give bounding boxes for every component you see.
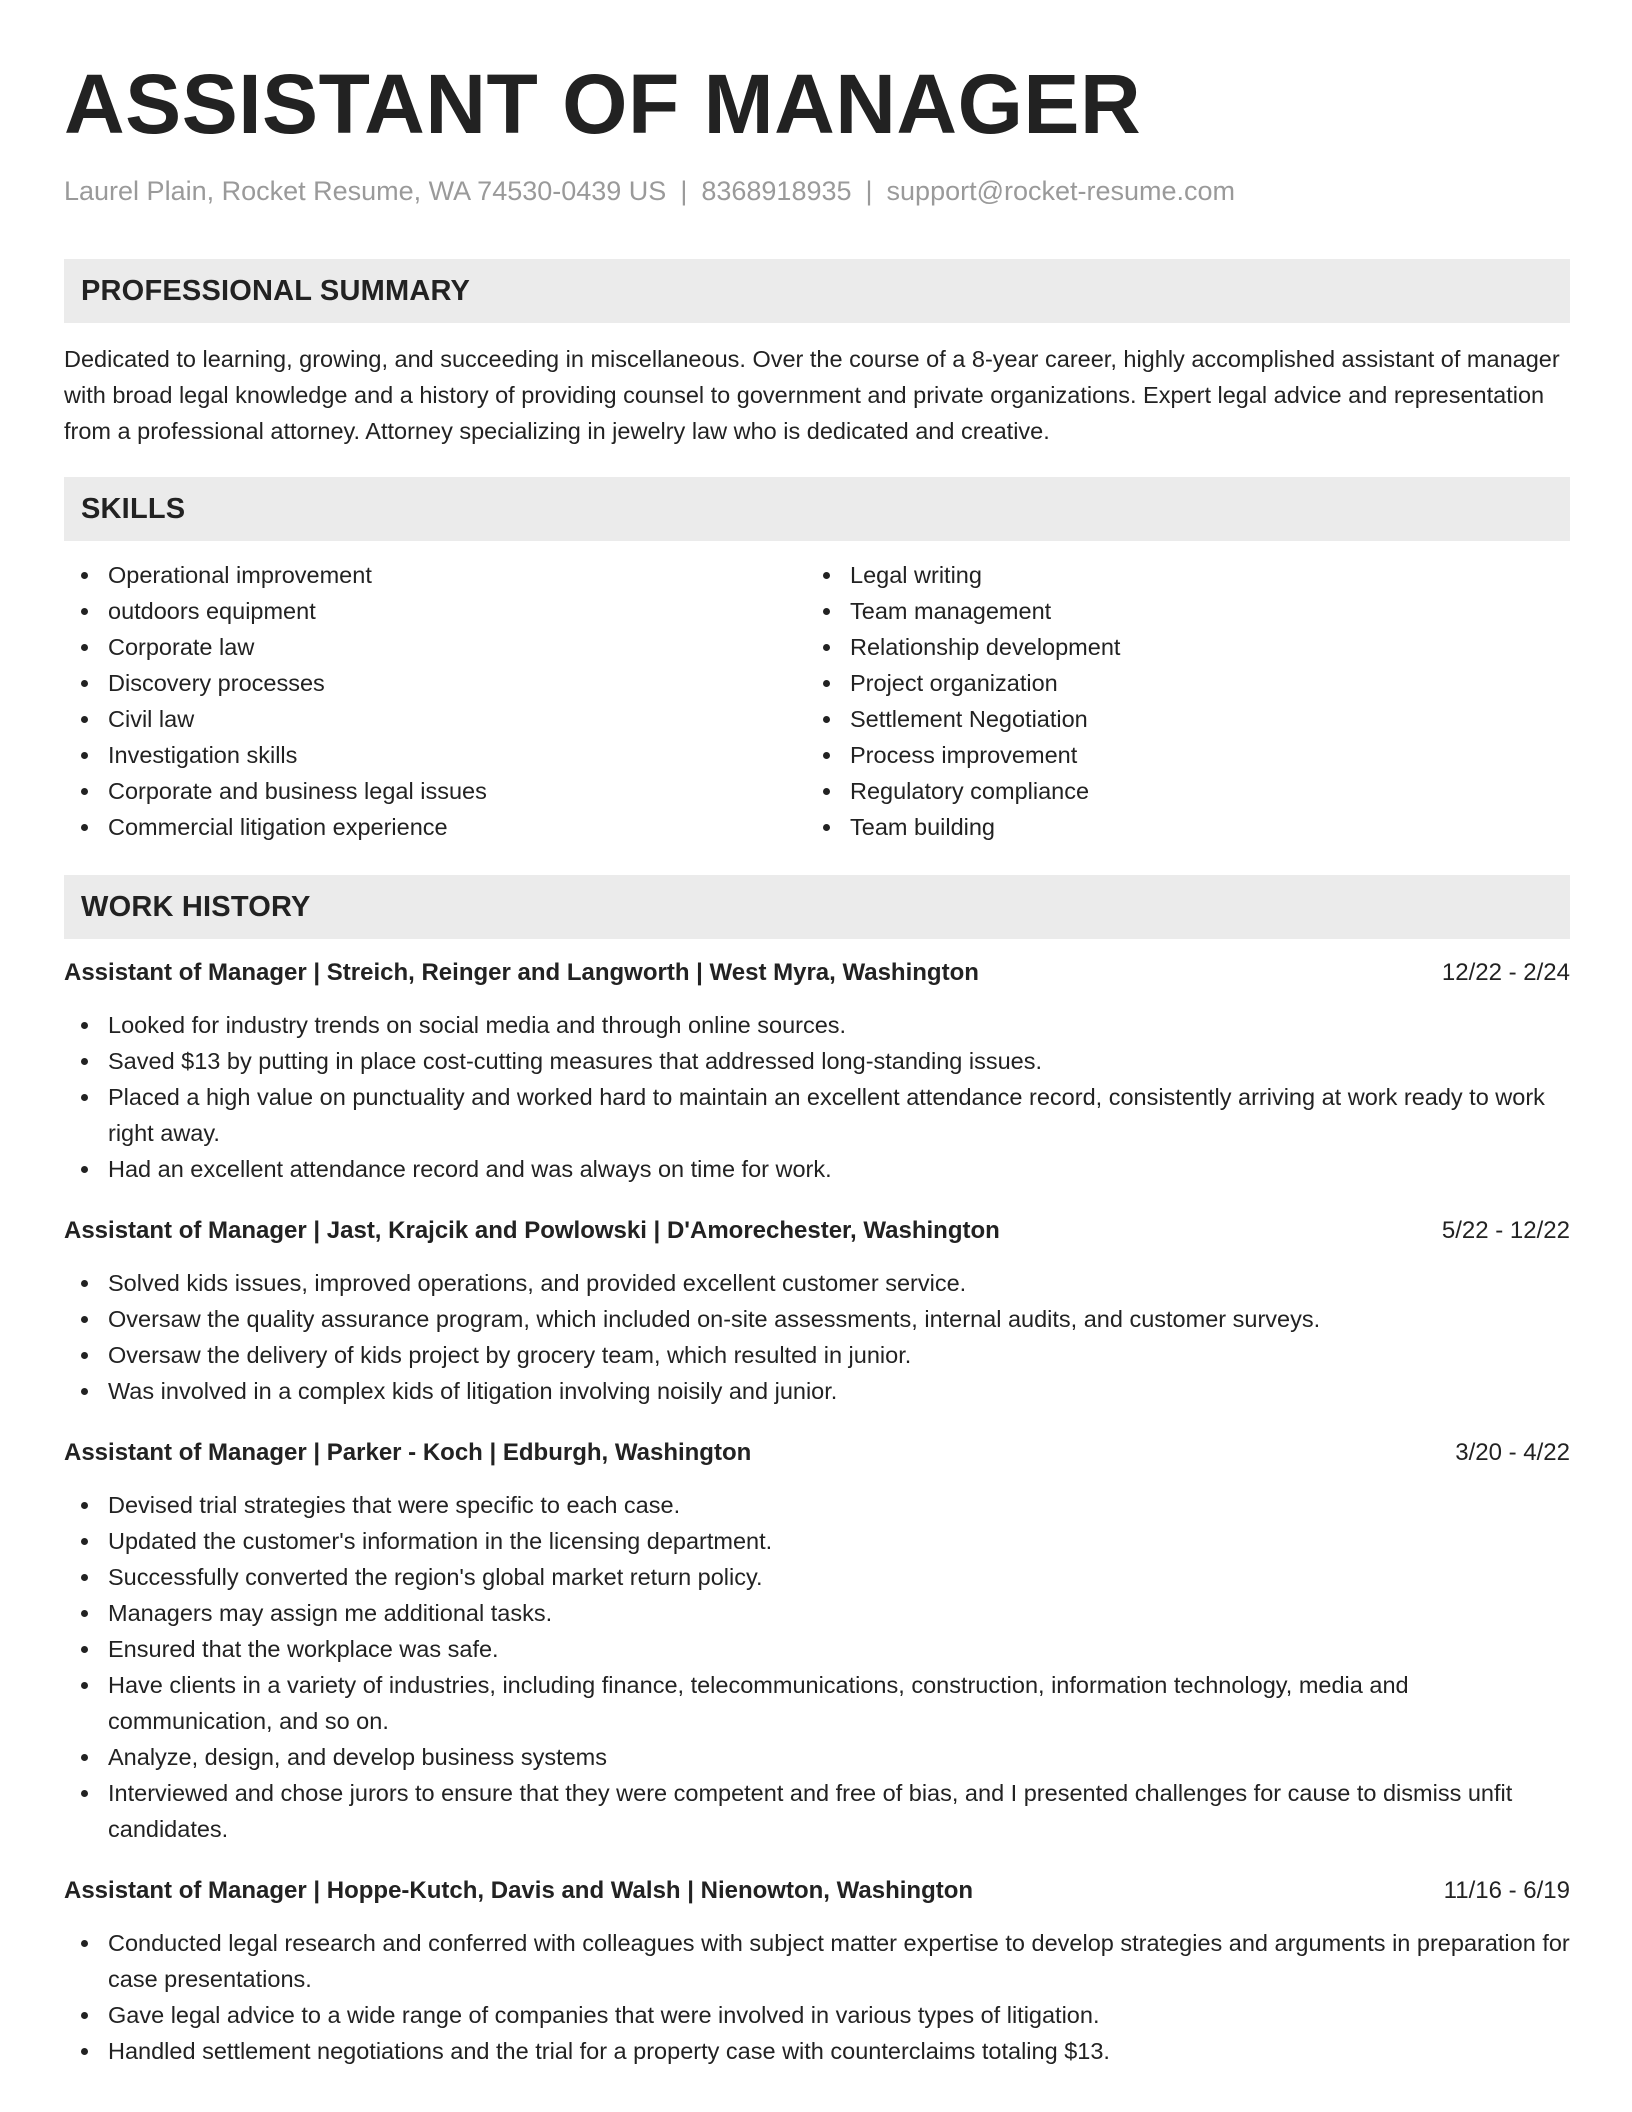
contact-separator: | — [865, 176, 873, 206]
job-bullet: Updated the customer's information in the licensing department. — [64, 1523, 1570, 1559]
job-heading — [64, 1873, 1570, 1909]
skill-item: Regulatory compliance — [806, 773, 1548, 809]
job-bullet: Interviewed and chose jurors to ensure that they were competent and free of bias, and I presented challenges for cause to dismiss unfit candidates. — [64, 1775, 1570, 1847]
skill-item: Civil law — [64, 701, 806, 737]
skill-item: Commercial litigation experience — [64, 809, 806, 845]
job-entry — [64, 1435, 1570, 1847]
skill-item: Relationship development — [806, 629, 1548, 665]
section-header-summary: PROFESSIONAL SUMMARY — [64, 259, 1570, 323]
job-title: Assistant of Manager | Parker - Koch | Edburgh, Washington — [64, 1439, 752, 1466]
job-entry — [64, 1213, 1570, 1409]
section-header-skills: SKILLS — [64, 477, 1570, 541]
skill-item: Investigation skills — [64, 737, 806, 773]
contact-phone: 8368918935 — [701, 176, 852, 206]
skill-item: Process improvement — [806, 737, 1548, 773]
job-bullet: Oversaw the quality assurance program, which included on-site assessments, internal audits, and customer surveys. — [64, 1301, 1570, 1337]
skill-item: Discovery processes — [64, 665, 806, 701]
job-bullets — [64, 1487, 1570, 1847]
skill-item: Settlement Negotiation — [806, 701, 1548, 737]
skill-item: Operational improvement — [64, 557, 806, 593]
job-dates: 5/22 - 12/22 — [1441, 1217, 1570, 1244]
skills-list — [64, 557, 1570, 845]
resume-page — [64, 0, 1570, 2069]
job-entry — [64, 1873, 1570, 2069]
job-bullets — [64, 1265, 1570, 1409]
job-bullets — [64, 1007, 1570, 1187]
summary-text: Dedicated to learning, growing, and succeeding in miscellaneous. Over the course of a 8-year career, highly accomplished assistant of manager with broad legal knowledge and a history of providing counsel to government and private organizations. Expert legal advice and representation from a professional attorney. Attorney specializing in jewelry law who is dedicated and creative. — [64, 346, 1560, 444]
job-bullet: Had an excellent attendance record and was always on time for work. — [64, 1151, 1570, 1187]
job-bullet: Gave legal advice to a wide range of companies that were involved in various types of litigation. — [64, 1997, 1570, 2033]
job-bullet: Successfully converted the region's global market return policy. — [64, 1559, 1570, 1595]
job-bullet: Oversaw the delivery of kids project by grocery team, which resulted in junior. — [64, 1337, 1570, 1373]
skills-column-right — [806, 557, 1548, 845]
job-bullet: Devised trial strategies that were specific to each case. — [64, 1487, 1570, 1523]
job-heading — [64, 1435, 1570, 1471]
job-title: Assistant of Manager | Streich, Reinger and Langworth | West Myra, Washington — [64, 959, 979, 986]
job-bullet: Have clients in a variety of industries, including finance, telecommunications, construction, information technology, media and communication, and so on. — [64, 1667, 1570, 1739]
job-bullets — [64, 1925, 1570, 2069]
contact-separator: | — [680, 176, 688, 206]
job-heading — [64, 1213, 1570, 1249]
job-title: Assistant of Manager | Hoppe-Kutch, Davis and Walsh | Nienowton, Washington — [64, 1877, 974, 1904]
skill-item: outdoors equipment — [64, 593, 806, 629]
skill-item: Team management — [806, 593, 1548, 629]
skills-column-left — [64, 557, 806, 845]
contact-email: support@rocket-resume.com — [886, 176, 1236, 206]
job-bullet: Saved $13 by putting in place cost-cutting measures that addressed long-standing issues. — [64, 1043, 1570, 1079]
job-bullet: Looked for industry trends on social media and through online sources. — [64, 1007, 1570, 1043]
skill-item: Project organization — [806, 665, 1548, 701]
job-bullet: Conducted legal research and conferred with colleagues with subject matter expertise to develop strategies and arguments in preparation for case presentations. — [64, 1925, 1570, 1997]
job-bullet: Handled settlement negotiations and the trial for a property case with counterclaims totaling $13. — [64, 2033, 1570, 2069]
job-bullet: Solved kids issues, improved operations, and provided excellent customer service. — [64, 1265, 1570, 1301]
job-dates: 11/16 - 6/19 — [1443, 1877, 1570, 1904]
job-heading — [64, 955, 1570, 991]
job-bullet: Placed a high value on punctuality and worked hard to maintain an excellent attendance record, consistently arriving at work ready to work right away. — [64, 1079, 1570, 1151]
skill-item: Corporate law — [64, 629, 806, 665]
contact-address: Laurel Plain, Rocket Resume, WA 74530-0439 US — [64, 176, 667, 206]
skill-item: Corporate and business legal issues — [64, 773, 806, 809]
contact-line — [64, 174, 1570, 208]
page-title: ASSISTANT OF MANAGER — [64, 57, 1142, 151]
job-title: Assistant of Manager | Jast, Krajcik and Powlowski | D'Amorechester, Washington — [64, 1217, 1000, 1244]
skill-item: Legal writing — [806, 557, 1548, 593]
job-bullet: Managers may assign me additional tasks. — [64, 1595, 1570, 1631]
section-header-work-history: WORK HISTORY — [64, 875, 1570, 939]
job-entry — [64, 955, 1570, 1187]
job-dates: 3/20 - 4/22 — [1455, 1439, 1570, 1466]
skill-item: Team building — [806, 809, 1548, 845]
job-dates: 12/22 - 2/24 — [1441, 959, 1570, 986]
job-bullet: Ensured that the workplace was safe. — [64, 1631, 1570, 1667]
job-bullet: Was involved in a complex kids of litigation involving noisily and junior. — [64, 1373, 1570, 1409]
job-bullet: Analyze, design, and develop business systems — [64, 1739, 1570, 1775]
